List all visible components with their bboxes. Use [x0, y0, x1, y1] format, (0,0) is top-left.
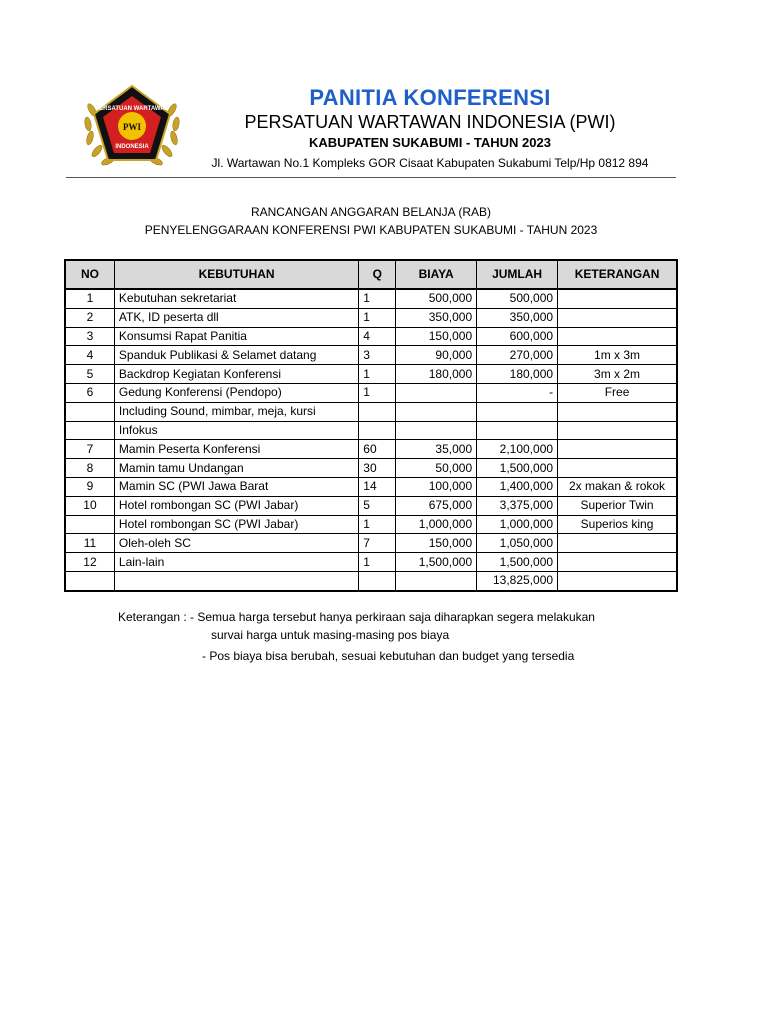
- cell-kebutuhan: Mamin tamu Undangan: [114, 459, 358, 478]
- cell-q: 1: [359, 553, 396, 572]
- cell-biaya: 500,000: [396, 289, 477, 308]
- pwi-emblem-icon: [82, 80, 182, 172]
- table-row: [65, 346, 677, 365]
- cell-kebutuhan: Hotel rombongan SC (PWI Jabar): [114, 515, 358, 534]
- cell-no: 10: [65, 496, 114, 515]
- cell-biaya: [396, 571, 477, 590]
- cell-kebutuhan: Infokus: [114, 421, 358, 440]
- cell-biaya: 1,500,000: [396, 553, 477, 572]
- letterhead-subtitle: KABUPATEN SUKABUMI - TAHUN 2023: [309, 135, 551, 150]
- cell-keterangan: [558, 289, 677, 308]
- cell-jumlah: 1,000,000: [477, 515, 558, 534]
- cell-jumlah: 600,000: [477, 327, 558, 346]
- cell-q: [359, 421, 396, 440]
- cell-biaya: 1,000,000: [396, 515, 477, 534]
- cell-q: 60: [359, 440, 396, 459]
- document-subtitle: PENYELENGGARAAN KONFERENSI PWI KABUPATEN SUKABUMI - TAHUN 2023: [144, 223, 598, 237]
- header-q: Q: [359, 260, 396, 289]
- cell-q: 1: [359, 383, 396, 402]
- cell-no: 11: [65, 534, 114, 553]
- cell-no: [65, 571, 114, 590]
- cell-q: 3: [359, 346, 396, 365]
- cell-keterangan: 1m x 3m: [558, 346, 677, 365]
- pwi-logo: [82, 80, 182, 172]
- cell-biaya: 50,000: [396, 459, 477, 478]
- cell-q: 14: [359, 477, 396, 496]
- table-row: [65, 459, 677, 478]
- cell-q: 7: [359, 534, 396, 553]
- cell-q: 1: [359, 515, 396, 534]
- cell-kebutuhan: Konsumsi Rapat Panitia: [114, 327, 358, 346]
- letterhead-address: Jl. Wartawan No.1 Kompleks GOR Cisaat Kabupaten Sukabumi Telp/Hp 0812 894: [211, 156, 649, 170]
- cell-biaya: 100,000: [396, 477, 477, 496]
- cell-jumlah: [477, 402, 558, 421]
- header-keterangan: KETERANGAN: [558, 260, 677, 289]
- table-row: [65, 553, 677, 572]
- cell-keterangan: [558, 402, 677, 421]
- cell-keterangan: [558, 327, 677, 346]
- table-row: [65, 402, 677, 421]
- table-header-row: [65, 260, 677, 289]
- cell-keterangan: [558, 308, 677, 327]
- cell-keterangan: [558, 459, 677, 478]
- cell-biaya: [396, 383, 477, 402]
- cell-no: 9: [65, 477, 114, 496]
- cell-no: [65, 421, 114, 440]
- cell-q: 30: [359, 459, 396, 478]
- table-row: [65, 327, 677, 346]
- header-no: NO: [65, 260, 114, 289]
- table-row: [65, 477, 677, 496]
- cell-biaya: 90,000: [396, 346, 477, 365]
- cell-biaya: 35,000: [396, 440, 477, 459]
- cell-kebutuhan: Hotel rombongan SC (PWI Jabar): [114, 496, 358, 515]
- cell-jumlah: 500,000: [477, 289, 558, 308]
- cell-jumlah: 350,000: [477, 308, 558, 327]
- cell-kebutuhan: Backdrop Kegiatan Konferensi: [114, 365, 358, 384]
- cell-keterangan: Superios king: [558, 515, 677, 534]
- cell-no: 6: [65, 383, 114, 402]
- note-line-3: - Pos biaya bisa berubah, sesuai kebutuhan dan budget yang tersedia: [202, 649, 575, 663]
- cell-biaya: 350,000: [396, 308, 477, 327]
- note-line-1: Keterangan : - Semua harga tersebut hanya perkiraan saja diharapkan segera melakukan: [118, 610, 595, 624]
- cell-kebutuhan: Kebutuhan sekretariat: [114, 289, 358, 308]
- table-row: [65, 289, 677, 308]
- cell-biaya: 150,000: [396, 327, 477, 346]
- cell-keterangan: Superior Twin: [558, 496, 677, 515]
- cell-biaya: [396, 402, 477, 421]
- cell-jumlah: 1,500,000: [477, 459, 558, 478]
- cell-jumlah: 1,400,000: [477, 477, 558, 496]
- cell-biaya: 150,000: [396, 534, 477, 553]
- cell-biaya: 180,000: [396, 365, 477, 384]
- cell-jumlah: [477, 421, 558, 440]
- cell-q: 1: [359, 365, 396, 384]
- table-row: [65, 365, 677, 384]
- cell-no: 5: [65, 365, 114, 384]
- budget-table: [64, 259, 678, 592]
- cell-kebutuhan: Spanduk Publikasi & Selamet datang: [114, 346, 358, 365]
- table-row: [65, 571, 677, 590]
- table-row: [65, 308, 677, 327]
- table-row: [65, 421, 677, 440]
- cell-q: [359, 402, 396, 421]
- table-row: [65, 496, 677, 515]
- note-line-2: survai harga untuk masing-masing pos biaya: [211, 628, 450, 642]
- cell-kebutuhan: Mamin SC (PWI Jawa Barat: [114, 477, 358, 496]
- cell-q: 5: [359, 496, 396, 515]
- table-row: [65, 515, 677, 534]
- cell-no: 12: [65, 553, 114, 572]
- cell-kebutuhan: Mamin Peserta Konferensi: [114, 440, 358, 459]
- cell-keterangan: Free: [558, 383, 677, 402]
- header-jumlah: JUMLAH: [477, 260, 558, 289]
- cell-keterangan: [558, 571, 677, 590]
- cell-no: 8: [65, 459, 114, 478]
- logo-text-top: PERSATUAN WARTAWAN: [95, 106, 169, 112]
- cell-no: [65, 515, 114, 534]
- cell-no: 4: [65, 346, 114, 365]
- cell-jumlah: 2,100,000: [477, 440, 558, 459]
- cell-kebutuhan: Oleh-oleh SC: [114, 534, 358, 553]
- cell-q: [359, 571, 396, 590]
- cell-kebutuhan: ATK, ID peserta dll: [114, 308, 358, 327]
- cell-kebutuhan: [114, 571, 358, 590]
- cell-biaya: [396, 421, 477, 440]
- cell-q: 1: [359, 308, 396, 327]
- cell-jumlah: 1,500,000: [477, 553, 558, 572]
- cell-no: 1: [65, 289, 114, 308]
- cell-keterangan: 2x makan & rokok: [558, 477, 677, 496]
- logo-text-bottom: INDONESIA: [115, 144, 149, 150]
- table-row: [65, 440, 677, 459]
- letterhead-organization: PERSATUAN WARTAWAN INDONESIA (PWI): [244, 112, 616, 132]
- cell-q: 1: [359, 289, 396, 308]
- logo-text-mid: PWI: [123, 122, 141, 132]
- table-row: [65, 534, 677, 553]
- letterhead-title: PANITIA KONFERENSI: [309, 85, 551, 110]
- cell-keterangan: [558, 421, 677, 440]
- table-row: [65, 383, 677, 402]
- cell-keterangan: [558, 534, 677, 553]
- cell-no: 3: [65, 327, 114, 346]
- cell-jumlah: 180,000: [477, 365, 558, 384]
- cell-keterangan: [558, 440, 677, 459]
- header-biaya: BIAYA: [396, 260, 477, 289]
- cell-keterangan: [558, 553, 677, 572]
- document-title: RANCANGAN ANGGARAN BELANJA (RAB): [250, 205, 492, 219]
- cell-no: 7: [65, 440, 114, 459]
- cell-no: [65, 402, 114, 421]
- cell-jumlah: -: [477, 383, 558, 402]
- cell-biaya: 675,000: [396, 496, 477, 515]
- cell-jumlah: 270,000: [477, 346, 558, 365]
- table-body: [65, 289, 677, 591]
- header-kebutuhan: KEBUTUHAN: [114, 260, 358, 289]
- cell-keterangan: 3m x 2m: [558, 365, 677, 384]
- cell-q: 4: [359, 327, 396, 346]
- cell-jumlah: 3,375,000: [477, 496, 558, 515]
- cell-jumlah: 1,050,000: [477, 534, 558, 553]
- cell-jumlah: 13,825,000: [477, 571, 558, 590]
- cell-kebutuhan: Including Sound, mimbar, meja, kursi: [114, 402, 358, 421]
- cell-no: 2: [65, 308, 114, 327]
- cell-kebutuhan: Lain-lain: [114, 553, 358, 572]
- letterhead-divider: [66, 177, 676, 178]
- cell-kebutuhan: Gedung Konferensi (Pendopo): [114, 383, 358, 402]
